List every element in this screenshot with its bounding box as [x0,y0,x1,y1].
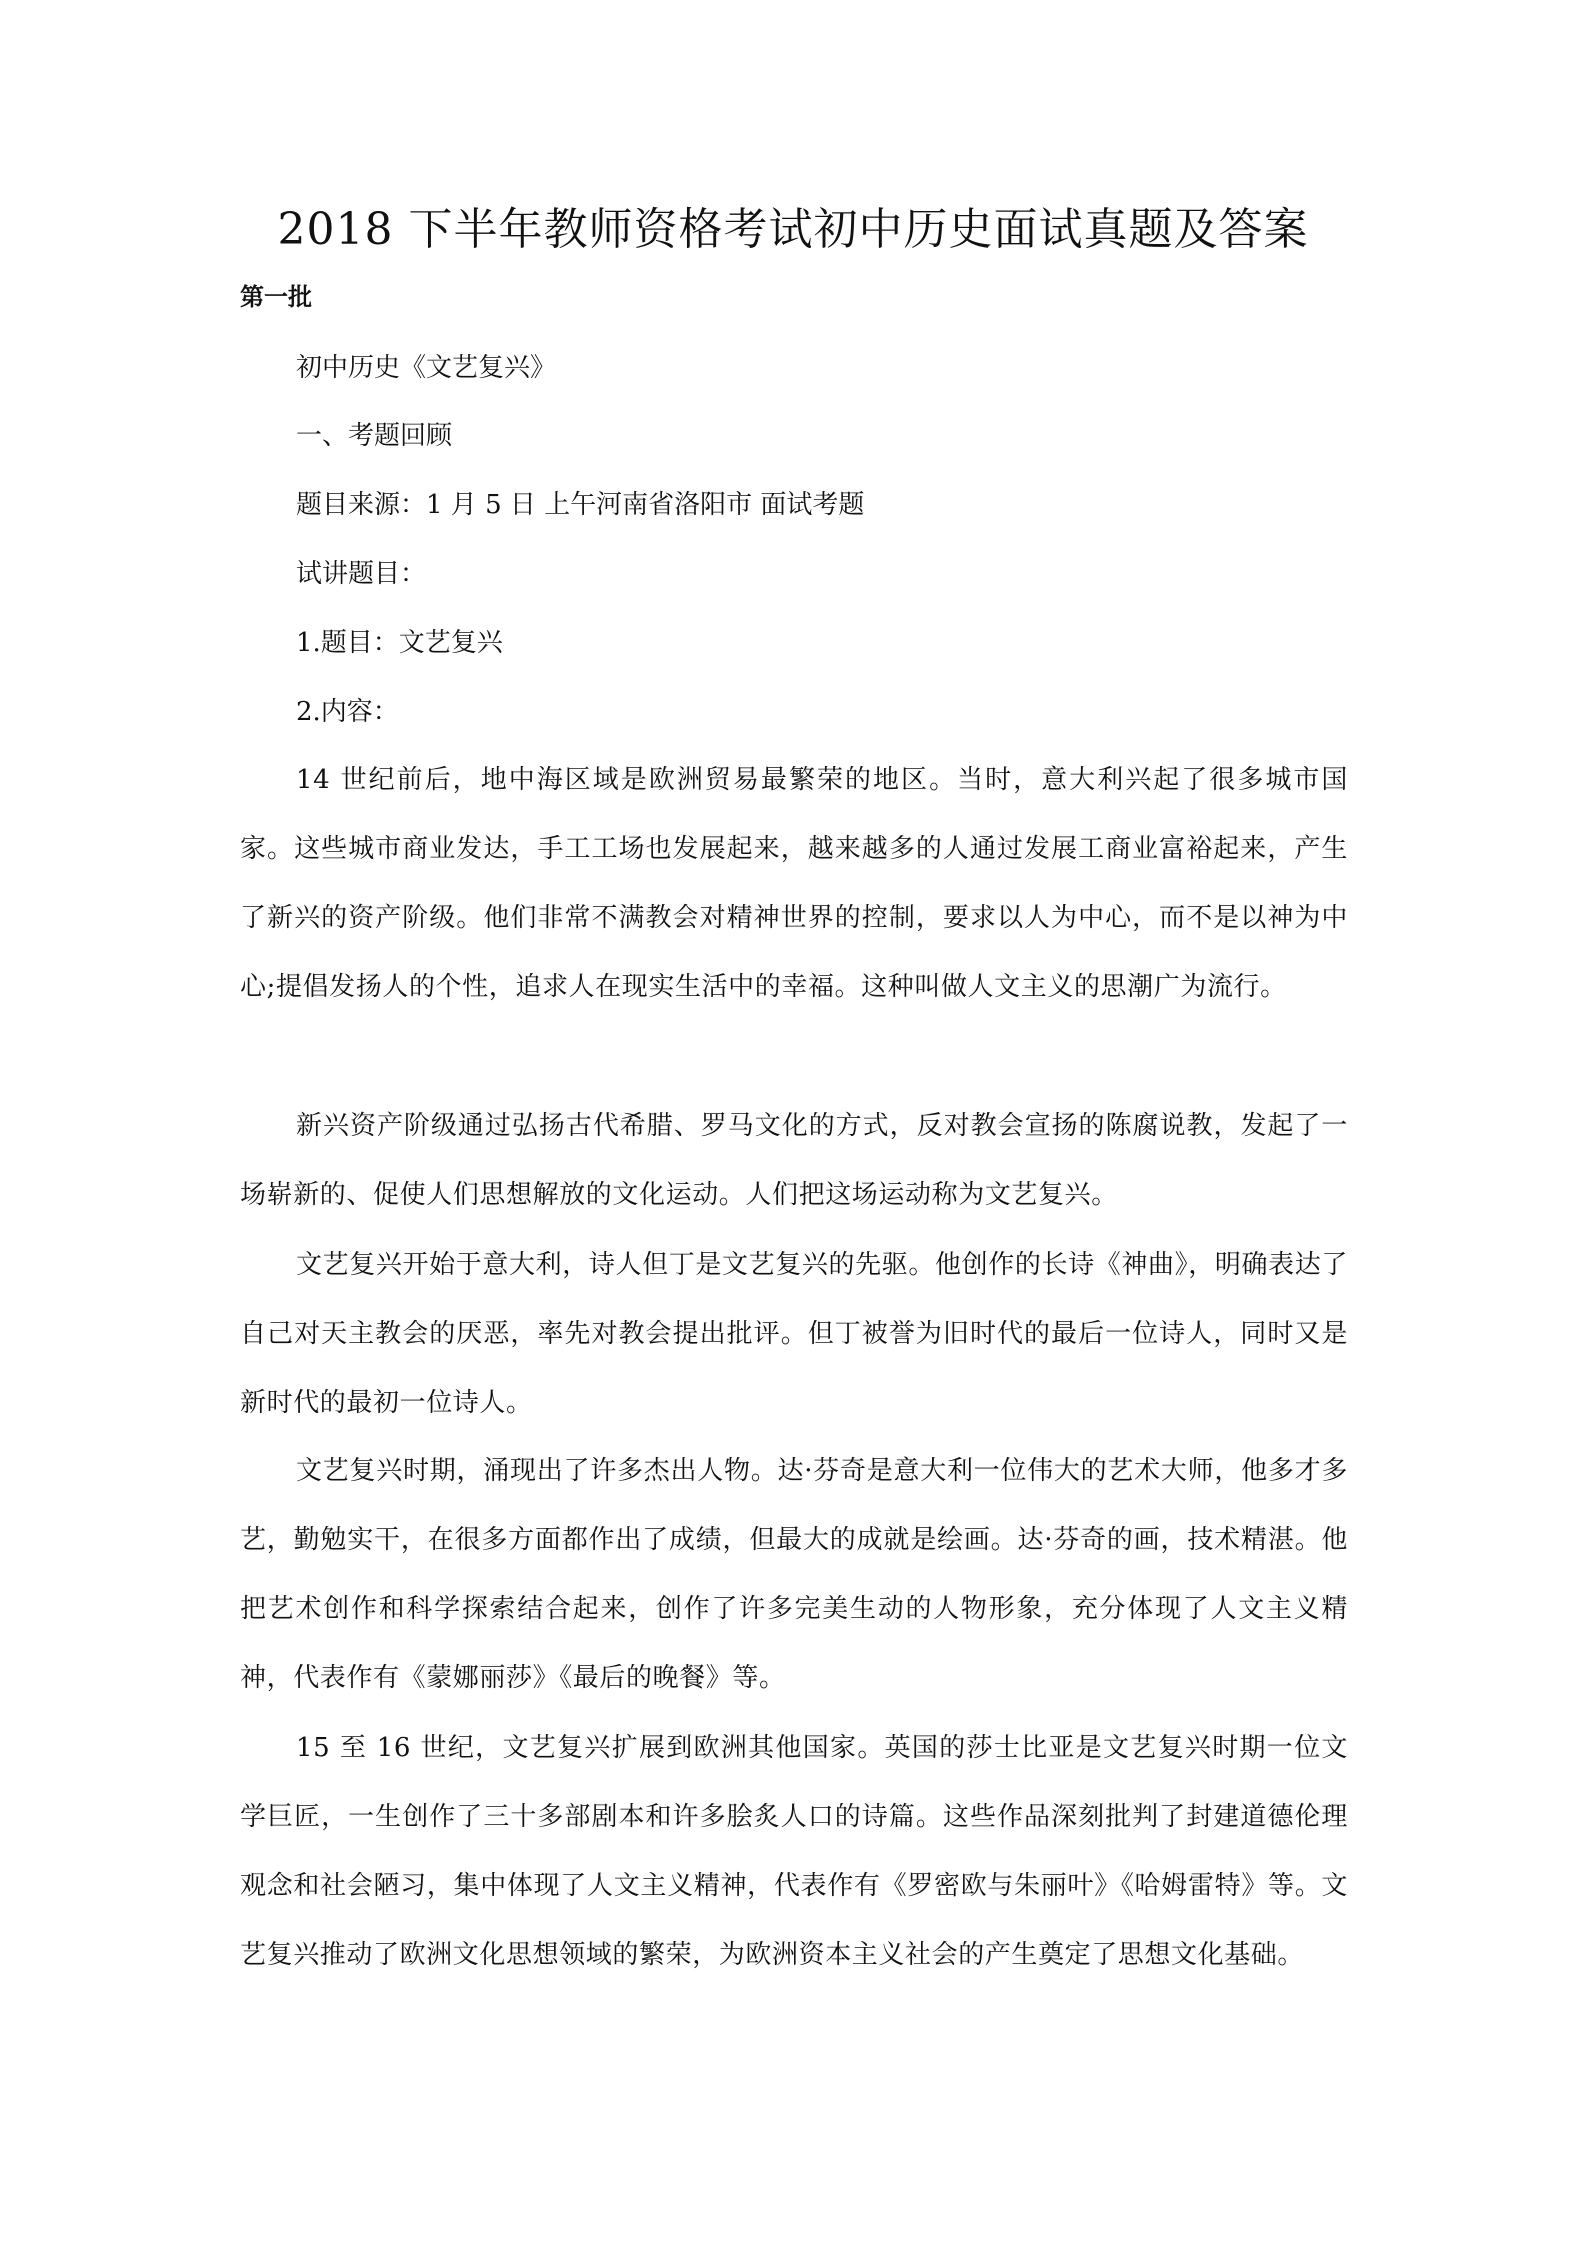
item-topic: 1.题目：文艺复兴 [296,628,503,658]
body-paragraph: 15 至 16 世纪，文艺复兴扩展到欧洲其他国家。英国的莎士比亚是文艺复兴时期一位文学巨匠，一生创作了三十多部剧本和许多脍炙人口的诗篇。这些作品深刻批判了封建道德伦理观念和社会陋习，集中体现了人文主义精神，代表作有《罗密欧与朱丽叶》《哈姆雷特》等。文艺复兴推动了欧洲文化思想领域的繁荣，为欧洲资本主义社会的产生奠定了思想文化基础。 [240,1733,1348,1970]
document-title: 2018 下半年教师资格考试初中历史面试真题及答案 [277,204,1309,255]
body-paragraph: 14 世纪前后，地中海区域是欧洲贸易最繁荣的地区。当时，意大利兴起了很多城市国家。这些城市商业发达，手工工场也发展起来，越来越多的人通过发展工商业富裕起来，产生了新兴的资产阶级。他们非常不满教会对精神世界的控制，要求以人为中心，而不是以神为中心;提倡发扬人的个性，追求人在现实生活中的幸福。这种叫做人文主义的思潮广为流行。 [240,765,1348,1002]
body-paragraph: 新兴资产阶级通过弘扬古代希腊、罗马文化的方式，反对教会宣扬的陈腐说教，发起了一场崭新的、促使人们思想解放的文化运动。人们把这场运动称为文艺复兴。 [240,1111,1348,1210]
question-source: 题目来源：1 月 5 日 上午河南省洛阳市 面试考题 [296,490,865,520]
batch-heading: 第一批 [240,282,312,311]
lecture-topic-label: 试讲题目： [296,559,427,589]
body-paragraph: 文艺复兴时期，涌现出了许多杰出人物。达·芬奇是意大利一位伟大的艺术大师，他多才多艺，勤勉实干，在很多方面都作出了成绩，但最大的成就是绘画。达·芬奇的画，技术精湛。他把艺术创作和科学探索结合起来，创作了许多完美生动的人物形象，充分体现了人文主义精神，代表作有《蒙娜丽莎》《最后的晚餐》等。 [240,1456,1348,1693]
lesson-title: 初中历史《文艺复兴》 [296,353,557,383]
section-heading-review: 一、考题回顾 [296,421,453,451]
body-paragraph: 文艺复兴开始于意大利，诗人但丁是文艺复兴的先驱。他创作的长诗《神曲》，明确表达了自己对天主教会的厌恶，率先对教会提出批评。但丁被誉为旧时代的最后一位诗人，同时又是新时代的最初一位诗人。 [240,1250,1348,1418]
item-content-label: 2.内容： [296,697,399,727]
